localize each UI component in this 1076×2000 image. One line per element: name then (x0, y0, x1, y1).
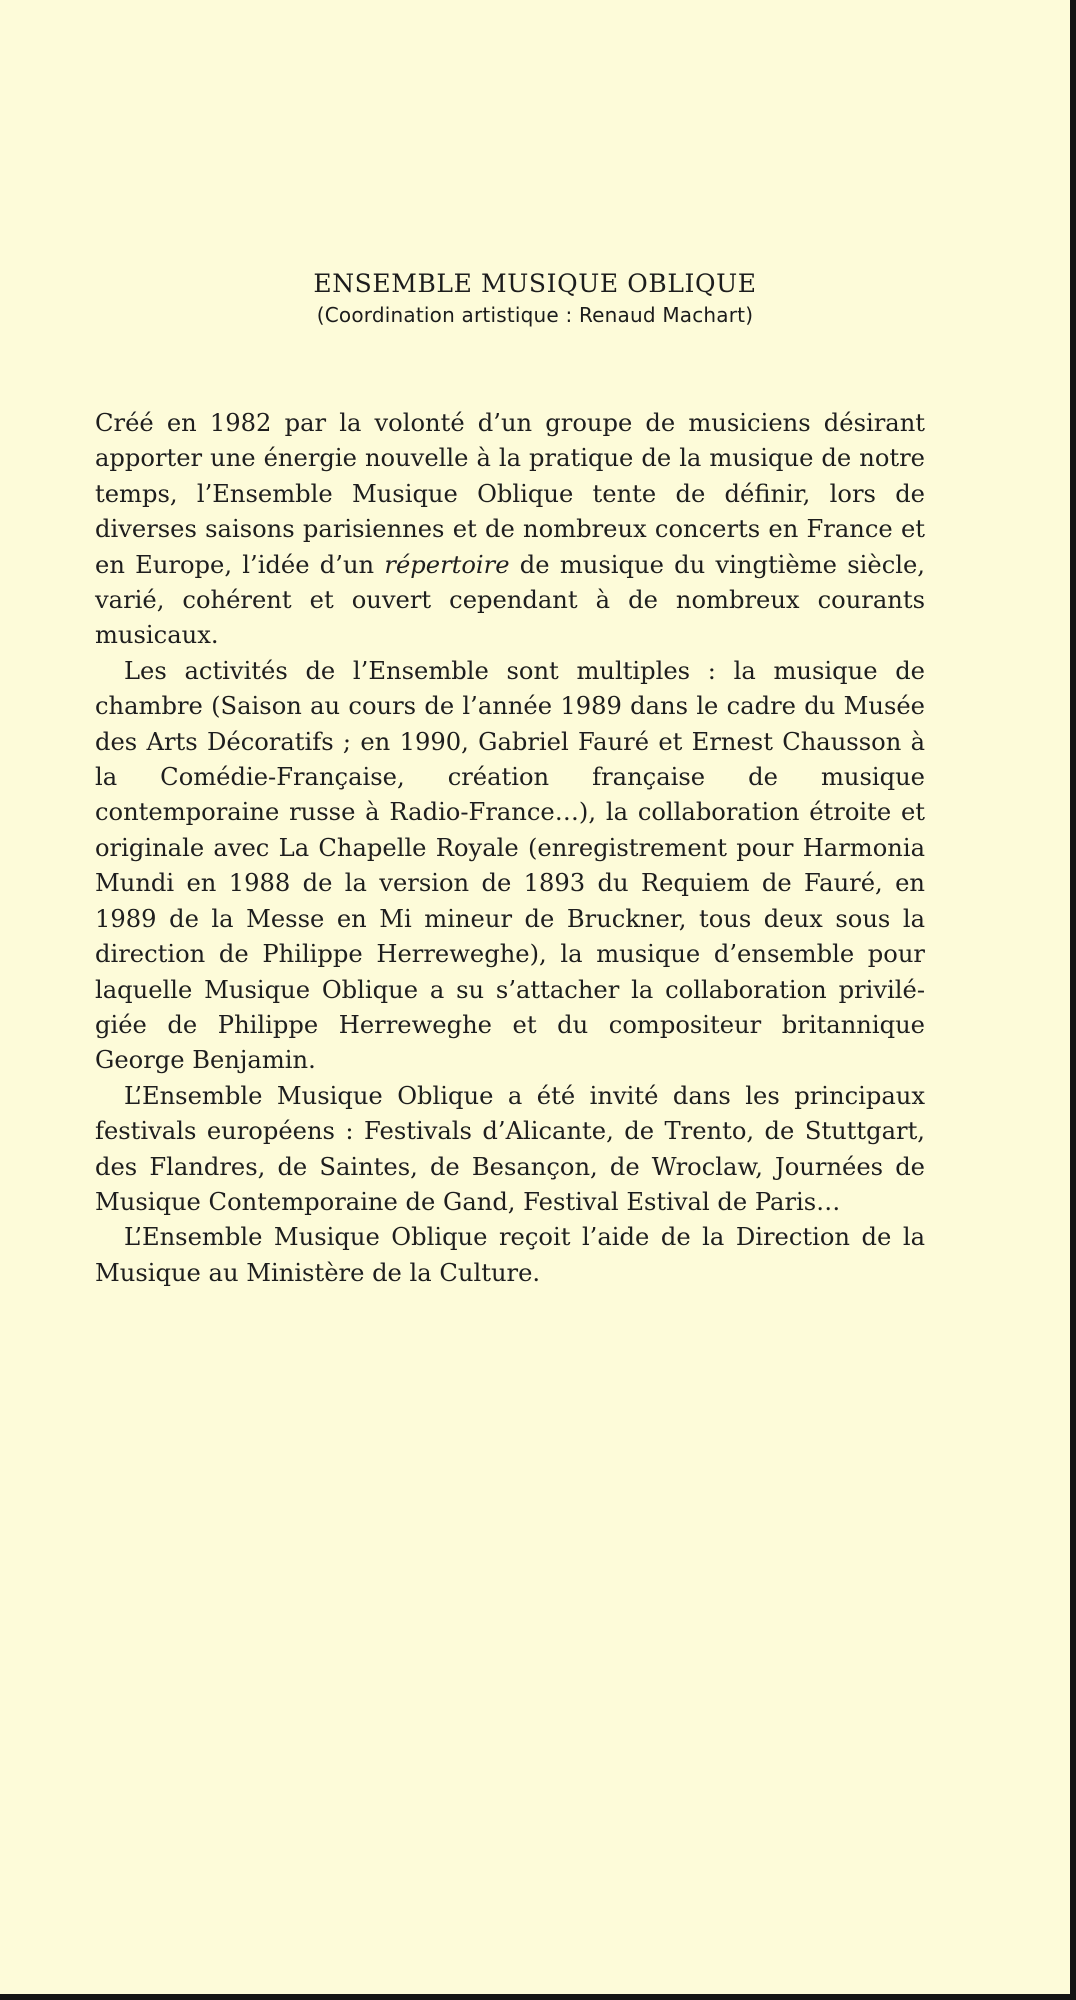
repertoire-italic: répertoire (384, 550, 510, 579)
document-heading (0, 268, 1070, 330)
document-body (95, 406, 925, 1291)
paragraph-intro-text-end: de musique du vingtième siècle, varié, cohérent et ouvert cependant à de nombreux courants musicaux. (95, 550, 925, 650)
paragraph-festivals: L’Ensemble Musique Oblique a été invité dans les principaux festivals européens : Festivals d’Alicante, de Trento, de Stuttgart, des Flandres, de Saintes, de Besançon, de Wroclaw, Journées de Musique Contemporaine de Gand, Festival Estival de Paris… (95, 1081, 925, 1216)
scan-border-right (1070, 0, 1076, 2000)
scan-border-bottom (0, 1994, 1076, 2000)
document-subtitle: (Coordination artistique : Renaud Machart) (316, 303, 754, 327)
paragraph-support: L’Ensemble Musique Oblique reçoit l’aide de la Direction de la Musique au Ministère de la Culture. (95, 1223, 925, 1287)
paragraph-activities: Les activités de l’Ensemble sont multiples : la musique de chambre (Saison au cours de l’année 1989 dans le cadre du Musée des Arts Décoratifs ; en 1990, Gabriel Fauré et Ernest Chausson à la Comédie-Française, création française de musique contemporaine russe à Radio-France…), la collaboration étroite et originale avec La Chapelle Royale (enregistrement pour Harmonia Mundi en 1988 de la version de 1893 du Requiem de Fauré, en 1989 de la Messe en Mi mineur de Bruckner, tous deux sous la direction de Philippe Herreweghe), la musique d’ensemble pour laquelle Musique Oblique a su s’attacher la collaboration privilégiée de Philippe Herreweghe et du compositeur britannique George Benjamin. (95, 656, 925, 1075)
paragraph-intro-text-start: Créé en 1982 par la volonté d’un groupe de musiciens désirant apporter une énergie nouvelle à la pratique de la musique de notre temps, l’Ensemble Musique Oblique tente de définir, lors de diverses saisons parisiennes et de nombreux concerts en France et en Europe, l’idée d’un (95, 409, 925, 579)
paragraph-intro (95, 406, 925, 654)
document-title: ENSEMBLE MUSIQUE OBLIQUE (313, 269, 757, 298)
